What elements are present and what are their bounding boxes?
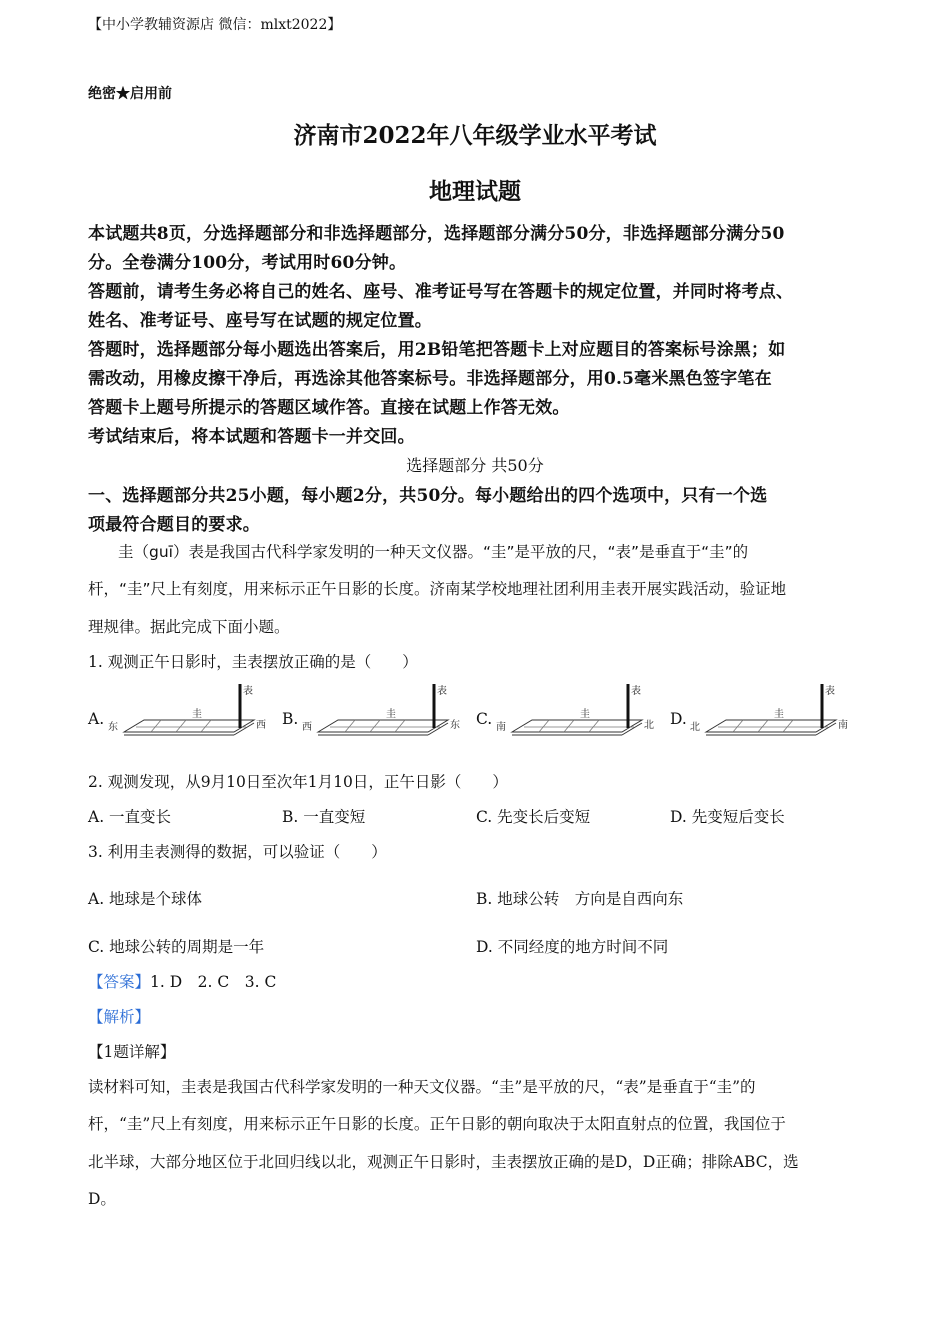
q3-option-b: B. 地球公转 方向是自西向东 xyxy=(476,890,684,908)
exam-title: 济南市2022年八年级学业水平考试 xyxy=(293,122,657,149)
answer-label: 【答案】 xyxy=(88,973,151,991)
detail-text: 北半球，大部分地区位于北回归线以北，观测正午日影时，圭表摆放正确的是D，D正确；排除ABC，选 xyxy=(88,1153,799,1171)
option-letter: B. xyxy=(282,710,299,728)
instruction-line: 答题卡上题号所提示的答题区域作答。直接在试题上作答无效。 xyxy=(88,398,570,418)
right-direction-label: 西 xyxy=(256,720,266,731)
detail-text: 杆，“圭”尺上有刻度，用来标示正午日影的长度。正午日影的朝向取决于太阳直射点的位置，我国位于 xyxy=(88,1115,786,1133)
q3-option-c: C. 地球公转的周期是一年 xyxy=(88,938,265,956)
q1-option-b xyxy=(282,680,472,744)
answer-line xyxy=(88,970,276,992)
q1-option-a xyxy=(88,680,278,744)
instruction-line: 考试结束后，将本试题和答题卡一并交回。 xyxy=(88,427,415,447)
instruction-line: 分。全卷满分100分，考试用时60分钟。 xyxy=(88,253,407,273)
material-text: 圭（guī）表是我国古代科学家发明的一种天文仪器。“圭”是平放的尺，“表”是垂直于“圭”的 xyxy=(118,543,749,561)
biao-label: 表 xyxy=(825,686,835,697)
confidential-mark: 绝密★启用前 xyxy=(88,86,172,102)
question-3-stem: 3. 利用圭表测得的数据，可以验证（ ） xyxy=(88,843,387,861)
question-1-stem: 1. 观测正午日影时，圭表摆放正确的是（ ） xyxy=(88,653,418,671)
q1-option-d xyxy=(670,680,860,744)
analysis-label: 【解析】 xyxy=(88,1008,151,1026)
detail-label: 【1题详解】 xyxy=(88,1043,176,1061)
instruction-line: 姓名、准考证号、座号写在试题的规定位置。 xyxy=(88,311,432,331)
material-text: 理规律。据此完成下面小题。 xyxy=(88,618,290,636)
instruction-line: 需改动，用橡皮擦干净后，再选涂其他答案标号。非选择题部分，用0.5毫米黑色签字笔在 xyxy=(88,369,772,389)
instruction-line: 答题时，选择题部分每小题选出答案后，用2B铅笔把答题卡上对应题目的答案标号涂黑；如 xyxy=(88,340,786,360)
right-direction-label: 南 xyxy=(838,720,848,731)
gui-label: 圭 xyxy=(386,709,396,720)
material-text: 杆，“圭”尺上有刻度，用来标示正午日影的长度。济南某学校地理社团利用圭表开展实践活动，验证地 xyxy=(88,580,787,598)
gui-label: 圭 xyxy=(192,709,202,720)
part-heading: 项最符合题目的要求。 xyxy=(88,515,260,535)
option-letter: D. xyxy=(670,710,687,728)
gui-biao-diagram xyxy=(106,680,276,744)
answer-text: 1. D 2. C 3. C xyxy=(150,973,277,991)
left-direction-label: 北 xyxy=(690,722,700,733)
right-direction-label: 北 xyxy=(644,720,654,731)
biao-label: 表 xyxy=(631,686,641,697)
left-direction-label: 南 xyxy=(496,722,506,733)
biao-label: 表 xyxy=(437,686,447,697)
q3-option-a: A. 地球是个球体 xyxy=(88,890,203,908)
q3-option-d: D. 不同经度的地方时间不同 xyxy=(476,938,669,956)
instruction-line: 答题前，请考生务必将自己的姓名、座号、准考证号写在答题卡的规定位置，并同时将考点、 xyxy=(88,282,794,302)
part-heading: 一、选择题部分共25小题，每小题2分，共50分。每小题给出的四个选项中，只有一个选 xyxy=(88,486,768,506)
left-direction-label: 西 xyxy=(302,722,312,733)
q2-option-a: A. 一直变长 xyxy=(88,808,172,826)
gui-biao-diagram xyxy=(300,680,470,744)
gui-biao-diagram xyxy=(494,680,664,744)
detail-text: D。 xyxy=(88,1190,116,1208)
exam-subtitle: 地理试题 xyxy=(429,178,521,205)
section-title: 选择题部分 共50分 xyxy=(406,456,544,475)
gui-biao-diagram xyxy=(688,680,858,744)
question-2-stem: 2. 观测发现，从9月10日至次年1月10日，正午日影（ ） xyxy=(88,773,508,791)
gui-label: 圭 xyxy=(774,709,784,720)
detail-text: 读材料可知，圭表是我国古代科学家发明的一种天文仪器。“圭”是平放的尺，“表”是垂直于“圭”的 xyxy=(88,1078,756,1096)
instruction-line: 本试题共8页，分选择题部分和非选择题部分，选择题部分满分50分，非选择题部分满分50 xyxy=(88,224,785,244)
q1-option-c xyxy=(476,680,666,744)
option-letter: C. xyxy=(476,710,493,728)
q2-option-b: B. 一直变短 xyxy=(282,808,366,826)
biao-label: 表 xyxy=(243,686,253,697)
left-direction-label: 东 xyxy=(108,722,118,733)
option-letter: A. xyxy=(88,710,105,728)
right-direction-label: 东 xyxy=(450,720,460,731)
resource-header: 【中小学教辅资源店 微信：mlxt2022】 xyxy=(88,17,342,33)
q2-option-d: D. 先变短后变长 xyxy=(670,808,785,826)
gui-label: 圭 xyxy=(580,709,590,720)
q2-option-c: C. 先变长后变短 xyxy=(476,808,591,826)
